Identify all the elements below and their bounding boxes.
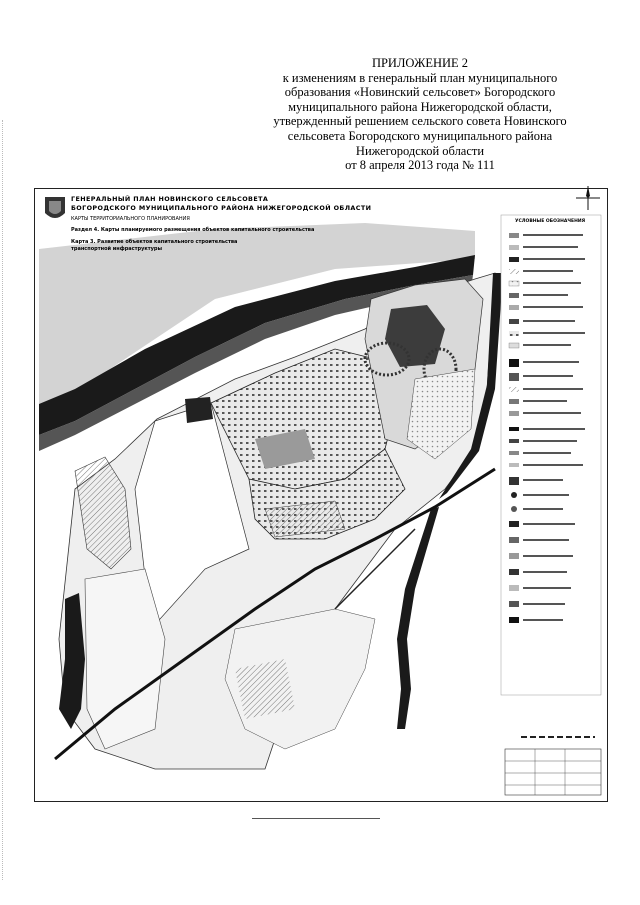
compass-rose-icon — [576, 186, 600, 210]
appendix-line: Нижегородской области — [355, 143, 485, 158]
stamp-block — [505, 749, 601, 795]
map-title-line1: ГЕНЕРАЛЬНЫЙ ПЛАН НОВИНСКОГО СЕЛЬСОВЕТА — [71, 195, 269, 203]
appendix-line: к изменениям в генеральный план муниципального — [282, 70, 558, 85]
page-edge-dots — [2, 120, 4, 880]
map-title-line2: БОГОРОДСКОГО МУНИЦИПАЛЬНОГО РАЙОНА НИЖЕГОРОДСКОЙ ОБЛАСТИ — [71, 203, 372, 212]
appendix-date: от 8 апреля 2013 года № 111 — [345, 158, 495, 173]
appendix-line: образования «Новинский сельсовет» Богородского — [284, 85, 556, 100]
south-hatched — [235, 659, 295, 719]
legend-title: УСЛОВНЫЕ ОБОЗНАЧЕНИЯ — [515, 219, 586, 224]
appendix-line: утвержденный решением сельского совета Новинского — [273, 114, 567, 129]
map-subtitle-4: транспортной инфраструктуры — [71, 246, 162, 252]
appendix-header — [240, 56, 600, 173]
map-canvas — [35, 189, 607, 801]
map-title — [71, 195, 371, 212]
appendix-line: сельсовета Богородского муниципального района — [287, 128, 553, 143]
signature-line — [252, 818, 380, 819]
map-subtitle-1: КАРТЫ ТЕРРИТОРИАЛЬНОГО ПЛАНИРОВАНИЯ — [71, 216, 190, 222]
southwest-area — [85, 569, 165, 749]
appendix-title: ПРИЛОЖЕНИЕ 2 — [371, 56, 469, 70]
general-plan-map — [34, 188, 608, 802]
map-subtitle-3: Карта 3. Развитие объектов капитального строительства — [71, 239, 238, 245]
map-subtitle-2: Раздел 4. Карты планируемого размещения объектов капитального строительства — [71, 227, 315, 233]
coat-of-arms-icon — [45, 197, 65, 218]
dark-block — [185, 397, 213, 423]
appendix-line: муниципального района Нижегородской области, — [288, 99, 552, 114]
